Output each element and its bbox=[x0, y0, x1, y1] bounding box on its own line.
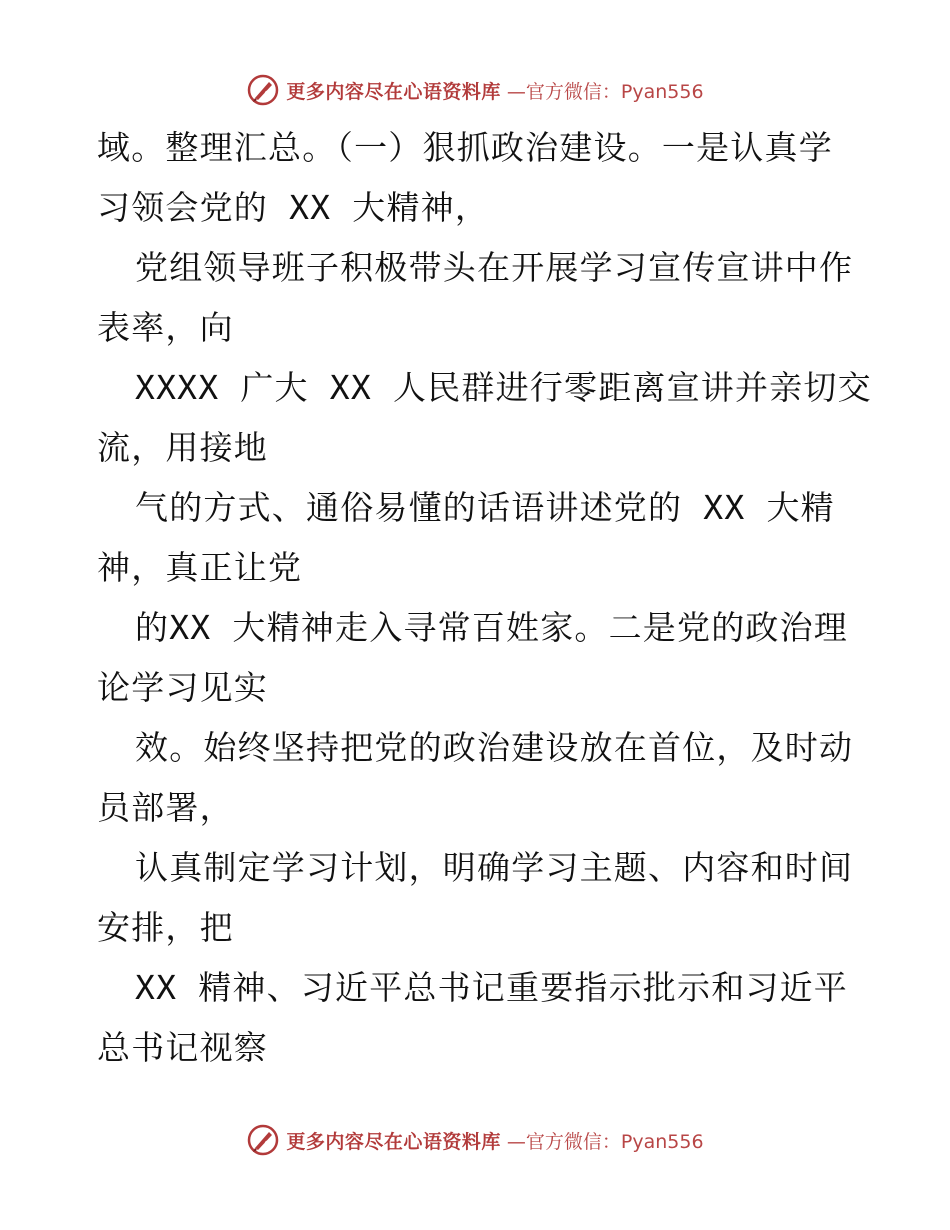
watermark-main-text: 更多内容尽在心语资料库 bbox=[286, 1130, 501, 1153]
document-body bbox=[97, 118, 872, 1078]
body-line: 习领会党的 XX 大精神， bbox=[97, 188, 490, 227]
body-line: 党组领导班子积极带头在开展学习宣传宣讲中作 bbox=[135, 248, 854, 287]
watermark-brand bbox=[246, 73, 703, 107]
watermark-sub-text: —官方微信：Pyan556 bbox=[506, 1130, 704, 1153]
body-line: 域。整理汇总。（一）狠抓政治建设。一是认真学 bbox=[97, 128, 833, 167]
body-line: XXXX 广大 XX 人民群进行零距离宣讲并亲切交 bbox=[135, 368, 872, 407]
watermark-main-text: 更多内容尽在心语资料库 bbox=[286, 80, 501, 103]
body-line: 安排，把 bbox=[97, 908, 234, 947]
quill-pen-icon bbox=[246, 1123, 280, 1157]
body-line: XX 精神、习近平总书记重要指示批示和习近平 bbox=[135, 968, 849, 1007]
body-line: 气的方式、通俗易懂的话语讲述党的 XX 大精 bbox=[135, 488, 835, 527]
body-line: 员部署， bbox=[97, 788, 234, 827]
body-line: 表率，向 bbox=[97, 308, 234, 347]
body-line: 总书记视察 bbox=[97, 1028, 268, 1067]
watermark-sub-text: —官方微信：Pyan556 bbox=[506, 80, 704, 103]
watermark-brand bbox=[246, 1123, 703, 1157]
page-footer-watermark bbox=[0, 1120, 950, 1160]
body-line: 效。始终坚持把党的政治建设放在首位，及时动 bbox=[135, 728, 854, 767]
body-line: 流，用接地 bbox=[97, 428, 268, 467]
body-line: 的XX 大精神走入寻常百姓家。二是党的政治理 bbox=[135, 608, 849, 647]
quill-pen-icon bbox=[246, 73, 280, 107]
body-line: 论学习见实 bbox=[97, 668, 268, 707]
body-line: 认真制定学习计划，明确学习主题、内容和时间 bbox=[135, 848, 854, 887]
page-header-watermark bbox=[0, 70, 950, 110]
body-line: 神，真正让党 bbox=[97, 548, 303, 587]
